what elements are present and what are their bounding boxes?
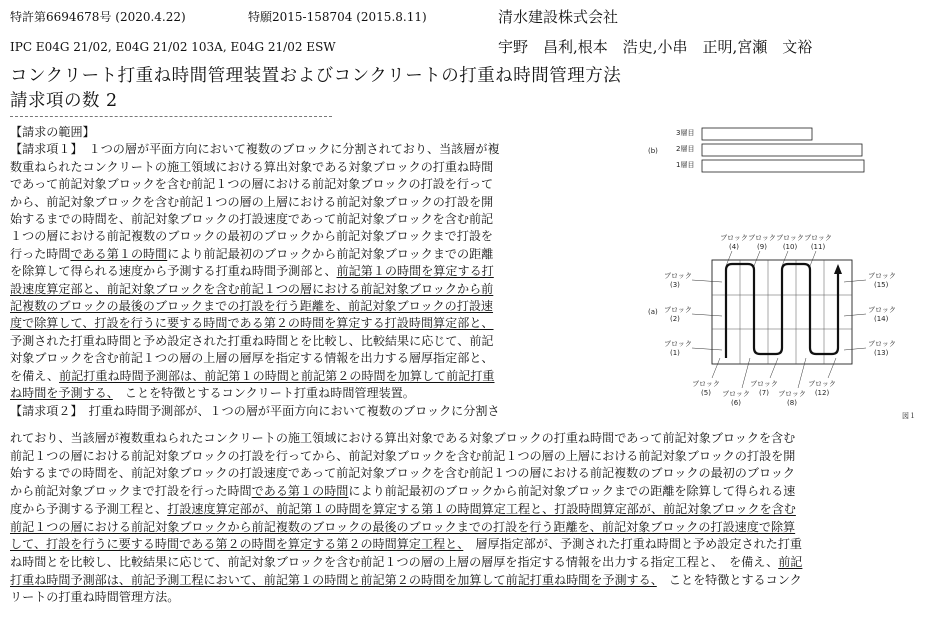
layer-2-bar — [702, 144, 862, 156]
layer-3-bar — [702, 128, 812, 140]
claim-text: ね時間とを比較し、比較結果に応じて、前記対象ブロックを含む前記１つの層の上層の層厚を指定する情報を出力する指定工程と、 を備え、 — [10, 554, 779, 569]
claims-bottom-line — [10, 483, 940, 501]
placement-route — [726, 264, 838, 358]
figure-1 — [640, 120, 940, 420]
figure-caption: 図１ — [902, 412, 916, 420]
application-number: 特願2015-158704 (2015.8.11) — [248, 10, 427, 24]
claim-text: リートの打重ね時間管理方法。 — [10, 590, 180, 605]
leader-line — [810, 251, 816, 266]
claim-text: ことを特徴とするコンク — [656, 572, 802, 587]
block-number: (15) — [874, 281, 889, 289]
block-label: ブロック — [748, 234, 776, 242]
claims-left-line — [10, 228, 590, 245]
claim-text: １つの層における前記複数のブロックの最初のブロックから前記対象ブロックまで打設を — [10, 229, 494, 244]
leader-line — [844, 348, 866, 350]
claims-bottom-line — [10, 554, 940, 572]
underlined-text: 前記１つの層における前記対象ブロックから前記複数のブロックの最後のブロックまでの打設を行う距離を、前記対象ブロックの打設速度で除算 — [10, 519, 796, 534]
leader-line — [844, 314, 866, 316]
block-label: ブロック — [722, 390, 750, 398]
claims-left-line — [10, 281, 590, 298]
leader-line — [770, 358, 778, 378]
claim-text: 層厚指定部が、予測された打重ね時間と予め設定された打重 — [463, 537, 802, 552]
claims-left-line — [10, 141, 590, 158]
block-label: ブロック — [778, 390, 806, 398]
claims-bottom-line — [10, 465, 940, 483]
patent-number: 特許第6694678号 (2020.4.22) — [10, 10, 186, 24]
leader-line — [692, 314, 722, 316]
block-label: ブロック — [720, 234, 748, 242]
leader-line — [742, 358, 750, 388]
claims-bottom-line — [10, 536, 940, 554]
route-arrow-icon — [834, 264, 842, 274]
claims-left-line — [10, 263, 590, 280]
claim-text: により前記最初のブロックから前記対象ブロックまでの距離を除算して得られる速 — [348, 484, 796, 499]
claims-left-line — [10, 333, 590, 350]
claims-left-line — [10, 176, 590, 193]
claims-left-line — [10, 315, 590, 332]
leader-line — [712, 358, 720, 378]
claims-left-line — [10, 194, 590, 211]
claim-text: れており、当該層が複数重ねられたコンクリートの施工領域における算出対象である対象ブロックの打重ね時間であって前記対象ブロックを含む — [10, 431, 796, 445]
claims-left-line — [10, 211, 590, 228]
claims-bottom-line — [10, 448, 940, 466]
underlined-text: 前記第１の時間を算定する打 — [336, 264, 494, 279]
panel-b-label: (b) — [648, 147, 658, 155]
claims-bottom-line — [10, 501, 940, 519]
underlined-text: である第１の時間 — [251, 484, 349, 499]
ipc-classification: IPC E04G 21/02, E04G 21/02 103A, E04G 21/02 ESW — [10, 40, 336, 54]
block-label: ブロック — [804, 234, 832, 242]
claims-left-line — [10, 159, 590, 176]
block-label: ブロック — [750, 380, 778, 388]
block-number: (1) — [670, 349, 680, 357]
underlined-text: して、打設を行うに要する時間である第２の時間を算定する第２の時間算定工程と、 — [10, 537, 464, 552]
underlined-text: 設速度算定部と、前記対象ブロックを含む前記１つの層における前記対象ブロックから前 — [10, 281, 494, 296]
assignee: 清水建設株式会社 — [498, 8, 619, 26]
block-number: (4) — [729, 243, 739, 251]
block-number: (2) — [670, 315, 680, 323]
claims-left-line — [10, 350, 590, 367]
claim-text: 【請求項２】 打重ね時間予測部が、１つの層が平面方向において複数のブロックに分割さ — [10, 403, 500, 418]
claim-text: 度から予測する予測工程と、 — [10, 501, 168, 516]
underlined-text: である第１の時間 — [70, 246, 168, 261]
block-label: ブロック — [868, 306, 896, 314]
layer-1-bar — [702, 160, 864, 172]
claim-text: から前記対象ブロックまで打設を行った時間 — [10, 484, 252, 499]
block-label: ブロック — [664, 272, 692, 280]
claims-bottom-block — [10, 430, 940, 607]
underlined-text: 前記打重ね時間予測部は、前記第１の時間と前記第２の時間を加算して前記打重 — [59, 368, 495, 383]
leader-line — [844, 280, 866, 282]
layer-label-1: 1層目 — [676, 161, 695, 169]
underlined-text: 前記 — [778, 554, 803, 569]
block-number: (12) — [814, 389, 830, 397]
claims-left-line — [10, 403, 590, 420]
leader-line — [692, 280, 722, 282]
claim-text: により前記最初のブロックから前記対象ブロックまでの距離 — [167, 246, 494, 261]
block-label: ブロック — [808, 380, 836, 388]
claim-count: 請求項の数 2 — [10, 91, 118, 111]
claim-text: 始するまでの時間を、前記対象ブロックの打設速度であって前記対象ブロックを含む前記１つの層における前記複数のブロックの最初のブロック — [10, 466, 796, 481]
patent-title: コンクリート打重ね時間管理装置およびコンクリートの打重ね時間管理方法 — [10, 66, 622, 86]
block-number: (9) — [757, 243, 767, 251]
block-number: (6) — [731, 399, 741, 407]
claim-text: を除算して得られる速度から予測する打重ね時間予測部と、 — [10, 264, 337, 279]
layer-label-3: 3層目 — [676, 129, 695, 137]
claim-text: から、前記対象ブロックを含む前記１つの層の上層における前記対象ブロックの打設を開 — [10, 194, 494, 209]
claims-left-line — [10, 368, 590, 385]
claim-text: 【請求項１】 １つの層が平面方向において複数のブロックに分割されており、当該層が複 — [10, 142, 500, 157]
claims-bottom-line — [10, 430, 940, 448]
block-number: (11) — [810, 243, 826, 251]
claims-left-column — [10, 124, 590, 420]
separator-line — [10, 116, 332, 117]
claim-text: ことを特徴とするコンクリート打重ね時間管理装置。 — [112, 386, 415, 401]
leader-line — [754, 251, 760, 266]
leader-line — [692, 348, 722, 350]
block-label: ブロック — [692, 380, 720, 388]
claims-bottom-line — [10, 519, 940, 537]
block-number: (10) — [782, 243, 798, 251]
claims-left-line — [10, 385, 590, 402]
leader-line — [798, 358, 806, 388]
underlined-text: 打重ね時間予測部は、前記予測工程において、前記第１の時間と前記第２の時間を加算して前記打重ね時間を予測する、 — [10, 572, 657, 587]
block-number: (3) — [670, 281, 680, 289]
claim-text: 対象ブロックを含む前記１つの層の上層の層厚を指定する情報を出力する層厚指定部と、 — [10, 351, 494, 366]
inventors: 宇野 昌利,根本 浩史,小串 正明,宮瀬 文裕 — [498, 38, 813, 56]
block-label: ブロック — [868, 272, 896, 280]
claim-text: 始するまでの時間を、前記対象ブロックの打設速度であって前記対象ブロックを含む前記 — [10, 212, 494, 227]
claim-text: 【請求の範囲】 — [10, 125, 95, 139]
claim-text: 予測された打重ね時間と予め設定された打重ね時間とを比較し、比較結果に応じて、前記 — [10, 333, 494, 348]
claims-bottom-line — [10, 572, 940, 590]
leader-line — [828, 358, 836, 378]
claim-text: を備え、 — [10, 368, 60, 383]
claim-text: 数重ねられたコンクリートの施工領域における算出対象である対象ブロックの打重ね時間 — [10, 159, 494, 174]
block-number: (14) — [874, 315, 889, 323]
claim-text: 行った時間 — [10, 246, 71, 261]
claim-text: 前記１つの層における前記対象ブロックの打設を行ってから、前記対象ブロックを含む前記１つの層の上層における前記対象ブロックの打設を開 — [10, 448, 796, 463]
block-number: (5) — [701, 389, 711, 397]
underlined-text: 度で除算して、打設を行うに要する時間である第２の時間を算定する打設時間算定部と、 — [10, 316, 494, 331]
claims-left-line — [10, 124, 590, 141]
block-label: ブロック — [776, 234, 804, 242]
underlined-text: 記複数のブロックの最後のブロックまでの打設を行う距離を、前記対象ブロックの打設速 — [10, 299, 494, 314]
claims-left-line — [10, 298, 590, 315]
underlined-text: 打設速度算定部が、前記第１の時間を算定する第１の時間算定工程と、打設時間算定部が、前記対象ブロックを含む — [167, 501, 796, 516]
block-label: ブロック — [664, 306, 692, 314]
panel-a-label: (a) — [648, 308, 658, 316]
claims-left-line — [10, 246, 590, 263]
block-number: (13) — [874, 349, 889, 357]
layer-label-2: 2層目 — [676, 145, 695, 153]
underlined-text: ね時間を予測する、 — [10, 386, 113, 401]
claim-text: であって前記対象ブロックを含む前記１つの層における前記対象ブロックの打設を行って — [10, 177, 494, 192]
block-number: (7) — [759, 389, 769, 397]
block-label: ブロック — [664, 340, 692, 348]
claims-bottom-line — [10, 589, 940, 607]
block-number: (8) — [787, 399, 797, 407]
block-label: ブロック — [868, 340, 896, 348]
